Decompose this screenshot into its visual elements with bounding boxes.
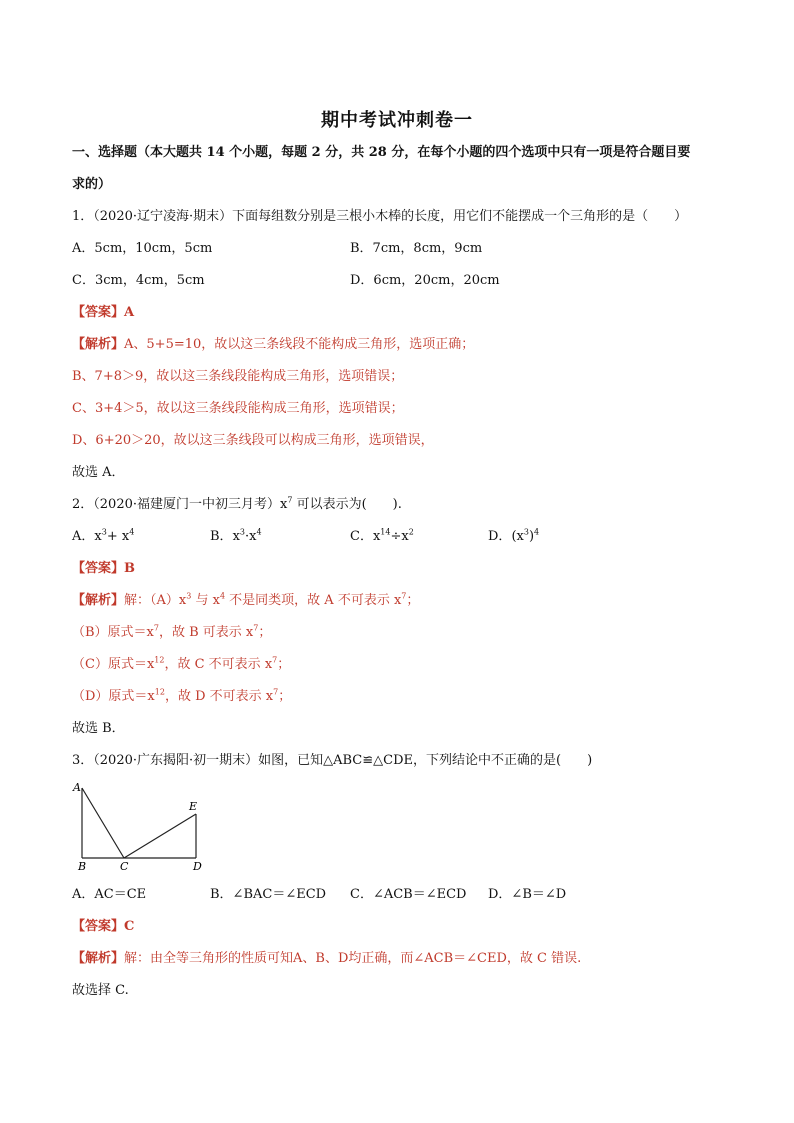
analysis-label: 【解析】 xyxy=(72,593,125,608)
option-exp: 4 xyxy=(256,527,262,537)
analysis-text: （B）原式＝x xyxy=(72,625,154,640)
question-2-answer xyxy=(72,560,135,578)
question-1-analysis-4: D、6+20＞20，故以这三条线段可以构成三角形，选项错误， xyxy=(72,433,434,448)
answer-label: 【答案】 xyxy=(72,305,125,320)
option-term: + x xyxy=(106,529,130,544)
page-title: 期中考试冲刺卷一 xyxy=(321,110,473,131)
analysis-text: ，故 D 不可表示 x xyxy=(164,689,274,704)
question-2-analysis-3 xyxy=(72,656,290,674)
question-2-analysis-4 xyxy=(72,688,291,706)
question-3-analysis xyxy=(72,950,581,968)
question-1-analysis-2: B、7+8＞9，故以这三条线段能构成三角形，选项错误； xyxy=(72,369,404,384)
option-term: x xyxy=(372,529,381,544)
section-heading-cont: 求的） xyxy=(72,177,112,192)
option-prefix: B． xyxy=(210,529,233,544)
analysis-text: 解：（A）x xyxy=(124,593,187,608)
question-2-analysis-2 xyxy=(72,624,271,642)
question-3-option-a: A．AC＝CE xyxy=(72,887,147,902)
analysis-text: 解：由全等三角形的性质可知A、B、D均正确，而∠ACB＝∠CED，故 C 错误. xyxy=(124,951,582,966)
question-3-stem: 3．（2020·广东揭阳·初一期末）如图，已知△ABC≌△CDE，下列结论中不正确的是( ) xyxy=(72,753,593,768)
answer-label: 【答案】 xyxy=(72,561,125,576)
question-2-option-b xyxy=(210,528,262,546)
option-term: ÷x xyxy=(390,529,409,544)
vertex-label-e: E xyxy=(189,800,198,813)
question-2-option-d xyxy=(488,528,539,546)
option-exp: 3 xyxy=(239,527,245,537)
option-term: x xyxy=(94,529,102,544)
analysis-exp: 12 xyxy=(154,655,165,665)
analysis-text: （C）原式＝x xyxy=(72,657,155,672)
question-3-option-d: D．∠B＝∠D xyxy=(488,887,567,902)
option-exp: 2 xyxy=(408,527,414,537)
question-1-analysis-1 xyxy=(72,336,474,354)
analysis-exp: 7 xyxy=(273,687,279,697)
answer-value: A xyxy=(124,305,135,320)
vertex-label-b: B xyxy=(78,860,87,872)
stem-x: x xyxy=(280,497,288,512)
segment-ce xyxy=(124,814,196,858)
option-term: ·x xyxy=(245,529,257,544)
analysis-exp: 7 xyxy=(253,623,259,633)
analysis-exp: 7 xyxy=(272,655,278,665)
question-1-option-b: B．7cm，8cm，9cm xyxy=(350,241,483,256)
analysis-exp: 3 xyxy=(186,591,192,601)
stem-exp: 7 xyxy=(287,495,293,505)
question-2-option-c xyxy=(350,528,414,546)
question-1-conclusion: 故选 A． xyxy=(72,465,125,480)
question-1-stem: 1．（2020·辽宁凌海·期末）下面每组数分别是三根小木棒的长度，用它们不能摆成一个三角形的是（ ） xyxy=(72,209,688,224)
analysis-text: A、5+5=10，故以这三条线段不能构成三角形，选项正确； xyxy=(124,337,475,352)
analysis-exp: 4 xyxy=(219,591,226,601)
analysis-exp: 7 xyxy=(153,623,159,633)
option-exp: 3 xyxy=(523,527,529,537)
question-3-conclusion: 故选择 C. xyxy=(72,983,129,998)
vertex-label-a: A xyxy=(73,781,81,794)
answer-value: B xyxy=(124,561,136,576)
question-2-analysis-1 xyxy=(72,592,419,610)
vertex-label-c: C xyxy=(120,860,129,872)
question-3-answer xyxy=(72,918,134,936)
option-term: ) xyxy=(528,529,535,544)
option-exp: 3 xyxy=(101,527,107,537)
section-heading: 一、选择题（本大题共 14 个小题，每题 2 分，共 28 分，在每个小题的四个选项中只有一项是符合题目要 xyxy=(72,145,691,160)
triangle-figure xyxy=(72,780,212,872)
answer-label: 【答案】 xyxy=(72,919,125,934)
stem-suffix: 可以表示为( ). xyxy=(292,497,402,512)
option-term: (x xyxy=(511,529,524,544)
analysis-text: 与 x xyxy=(191,593,220,608)
analysis-text: ，故 B 可表示 x xyxy=(158,625,254,640)
vertex-label-d: D xyxy=(193,860,202,872)
option-prefix: C． xyxy=(350,529,373,544)
option-exp: 4 xyxy=(129,527,135,537)
analysis-exp: 12 xyxy=(154,687,165,697)
analysis-text: ； xyxy=(277,657,291,672)
option-prefix: D． xyxy=(488,529,512,544)
question-1-option-c: C．3cm，4cm，5cm xyxy=(72,273,205,288)
analysis-text: ； xyxy=(278,689,292,704)
question-1-option-d: D．6cm，20cm，20cm xyxy=(350,273,500,288)
option-term: x xyxy=(232,529,240,544)
question-2-option-a xyxy=(72,528,134,546)
analysis-text: ，故 C 不可表示 x xyxy=(164,657,273,672)
stem-prefix: 2．（2020·福建厦门一中初三月考） xyxy=(72,497,280,512)
option-exp: 14 xyxy=(380,527,391,537)
segment-ac xyxy=(82,788,124,858)
question-2-stem xyxy=(72,496,402,514)
question-1-analysis-3: C、3+4＞5，故以这三条线段能构成三角形，选项错误； xyxy=(72,401,404,416)
analysis-text: （D）原式＝x xyxy=(72,689,155,704)
question-2-conclusion: 故选 B． xyxy=(72,721,125,736)
question-1-answer xyxy=(72,304,134,322)
question-1-option-a: A．5cm，10cm，5cm xyxy=(72,241,213,256)
analysis-text: ； xyxy=(258,625,272,640)
question-3-option-c: C．∠ACB＝∠ECD xyxy=(350,887,467,902)
analysis-label: 【解析】 xyxy=(72,337,125,352)
option-exp: 4 xyxy=(534,527,540,537)
analysis-text: ； xyxy=(406,593,420,608)
analysis-label: 【解析】 xyxy=(72,951,125,966)
analysis-exp: 7 xyxy=(401,591,407,601)
answer-value: C xyxy=(124,919,135,934)
option-prefix: A． xyxy=(72,529,95,544)
question-3-option-b: B．∠BAC＝∠ECD xyxy=(210,887,327,902)
analysis-text: 不是同类项，故 A 不可表示 x xyxy=(225,593,402,608)
